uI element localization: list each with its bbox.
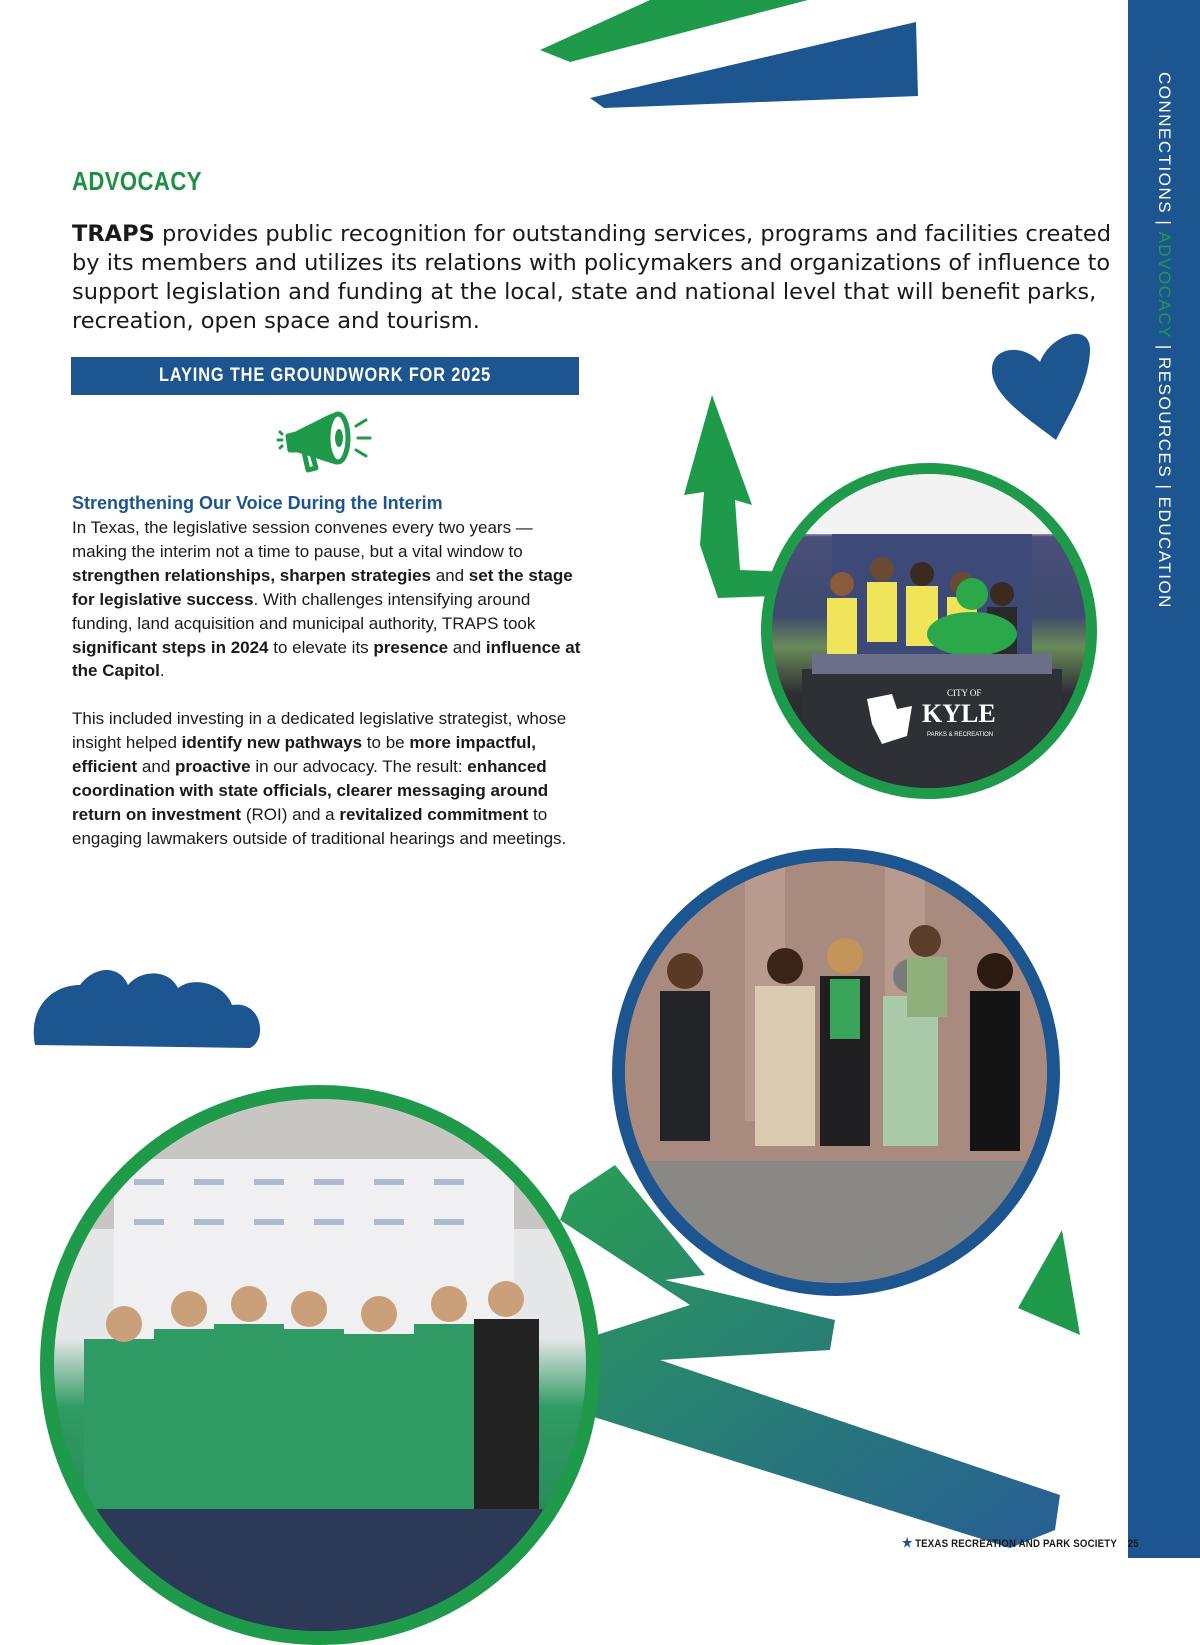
blue-cloud-shape xyxy=(34,970,260,1048)
green-brush-stroke-top xyxy=(540,0,808,62)
body-text: to be xyxy=(362,732,410,752)
kyle-sign-line2: KYLE xyxy=(922,699,996,728)
body-text: This included investing in a dedicated legislative strategist, whose insight helped xyxy=(72,709,567,752)
emphasis-text: set the stage for legislative success xyxy=(72,565,573,609)
article-paragraph-1 xyxy=(72,516,582,683)
emphasis-text: revitalized commitment xyxy=(339,804,529,824)
sidebar-item-resources[interactable]: RESOURCES xyxy=(1155,357,1174,479)
sidebar-separator: | xyxy=(1155,338,1174,358)
megaphone-icon xyxy=(274,404,374,476)
intro-paragraph xyxy=(72,220,1112,336)
banner-label: LAYING THE GROUNDWORK FOR 2025 xyxy=(158,365,492,386)
photo-kyle-booth xyxy=(761,463,1097,799)
body-text: . xyxy=(159,661,165,681)
body-text: to elevate its xyxy=(268,637,374,657)
body-text: in our advocacy. The result: xyxy=(250,756,468,776)
section-title: ADVOCACY xyxy=(72,166,202,196)
emphasis-text: proactive xyxy=(175,756,251,776)
emphasis-text: enhanced coordination with state officials, clearer messaging around return on investment xyxy=(72,756,549,824)
body-text: and xyxy=(430,565,469,585)
emphasis-text: identify new pathways xyxy=(181,732,363,752)
photo-team-green xyxy=(40,1085,600,1645)
emphasis-text: presence xyxy=(373,637,449,657)
page-number: 25 xyxy=(1127,1538,1139,1550)
footer-org-name: TEXAS RECREATION AND PARK SOCIETY xyxy=(915,1538,1118,1550)
star-icon: ★ xyxy=(902,1535,913,1550)
kyle-sign-line1: CITY OF xyxy=(947,688,982,698)
emphasis-text: significant steps in 2024 xyxy=(72,637,269,657)
body-text: to engaging lawmakers outside of traditional hearings and meetings. xyxy=(72,804,567,848)
page-footer xyxy=(902,1535,1139,1551)
green-brush-triangle xyxy=(1018,1230,1080,1335)
photo-capitol-group xyxy=(612,848,1060,1296)
article-subheading: Strengthening Our Voice During the Interim xyxy=(72,493,443,513)
body-text: (ROI) and a xyxy=(241,804,340,824)
emphasis-text: influence at the Capitol xyxy=(72,637,581,681)
sidebar-item-education[interactable]: EDUCATION xyxy=(1155,496,1174,609)
body-text: and xyxy=(137,756,175,776)
section-banner xyxy=(71,357,579,395)
emphasis-text: more impactful, efficient xyxy=(72,732,536,776)
sidebar-separator: | xyxy=(1155,214,1174,232)
intro-text: provides public recognition for outstanding services, programs and facilities created by its members and utilizes its relations with policymakers and organizations of influence to support legislation and funding at the local, state and national level that will benefit parks, recreation, open space and tourism. xyxy=(72,221,1112,334)
body-text: and xyxy=(448,637,486,657)
article-paragraph-2 xyxy=(72,707,582,850)
intro-lead: TRAPS xyxy=(72,221,155,247)
body-text: In Texas, the legislative session convenes every two years — making the interim not a time to pause, but a vital window to xyxy=(72,518,533,561)
emphasis-text: strengthen relationships, sharpen strategies xyxy=(72,565,431,585)
heart-icon xyxy=(992,334,1090,440)
kyle-sign-line3: PARKS & RECREATION xyxy=(927,732,994,738)
sidebar-item-advocacy[interactable]: ADVOCACY xyxy=(1155,231,1174,339)
body-text: . With challenges intensifying around funding, land acquisition and municipal authority, TRAPS took xyxy=(72,589,536,633)
sidebar-separator: | xyxy=(1155,478,1174,497)
sidebar-item-connections[interactable]: CONNECTIONS xyxy=(1155,72,1174,215)
